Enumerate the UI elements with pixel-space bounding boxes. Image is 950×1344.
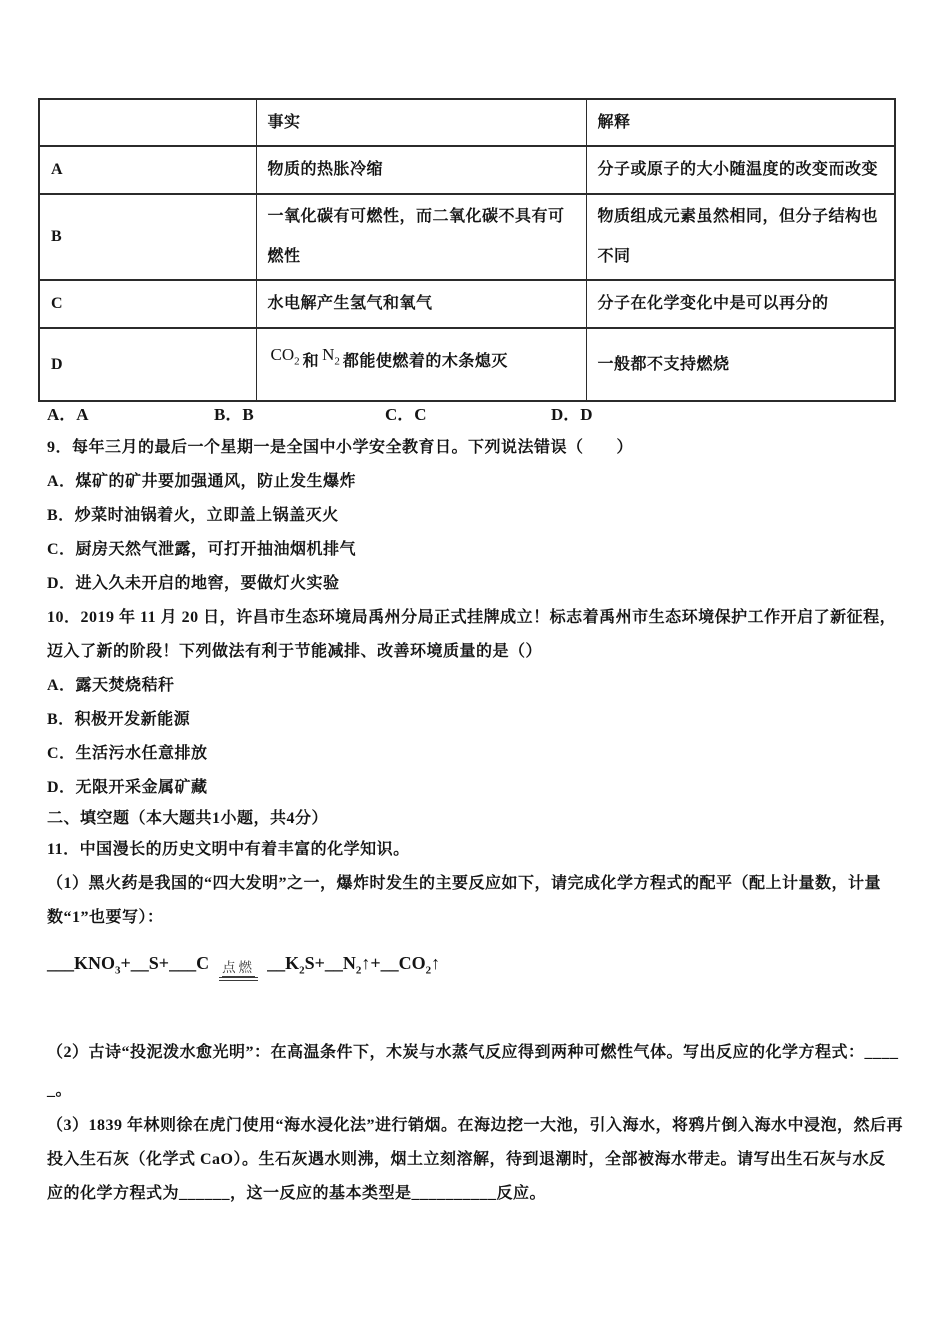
answer-option-c: C．C	[385, 405, 427, 424]
question11-part1-line2: 数“1”也要写）：	[47, 909, 164, 926]
explanation-cell-a: 分子或原子的大小随温度的改变而改变	[586, 146, 895, 194]
question11-intro: 11．中国漫长的历史文明中有着丰富的化学知识。	[47, 841, 410, 858]
row-label-a: A	[39, 146, 256, 194]
question11-part3-line2: 投入生石灰（化学式 CaO）。生石灰遇水则沸，烟土立刻溶解，待到退潮时，全部被海水带走。请写出生石灰与水反	[47, 1151, 886, 1168]
question9-option-d: D．进入久未开启的地窖，要做灯火实验	[47, 575, 340, 592]
fact-cell-b: 一氧化碳有可燃性，而二氧化碳不具有可燃性	[256, 194, 586, 280]
fact-explanation-table	[38, 98, 896, 402]
question9-option-b: B．炒菜时油锅着火，立即盖上锅盖灭火	[47, 507, 339, 524]
chemical-equation	[47, 935, 905, 1033]
row-label-b: B	[39, 194, 256, 280]
explanation-cell-c: 分子在化学变化中是可以再分的	[586, 280, 895, 328]
header-explanation: 解释	[586, 99, 895, 146]
answer-options-row	[47, 402, 907, 428]
header-fact: 事实	[256, 99, 586, 146]
question11-part2-line2: _。	[47, 1082, 73, 1099]
table-row-c	[39, 280, 895, 328]
fact-cell-a: 物质的热胀冷缩	[256, 146, 586, 194]
n2-formula: $N_2$	[322, 345, 340, 368]
question10-title-line1: 10．2019 年 11 月 20 日，许昌市生态环境局禹州分局正式挂牌成立！标志着禹州市生态环境保护工作开启了新征程，	[47, 609, 897, 626]
question9-option-a: A．煤矿的矿井要加强通风，防止发生爆炸	[47, 473, 357, 490]
answer-option-d: D．D	[551, 405, 593, 424]
fact-d-mid-text: 和	[302, 353, 320, 371]
fact-d-rest-text: 都能使燃着的木条熄灭	[342, 353, 508, 371]
fact-cell-c: 水电解产生氢气和氧气	[256, 280, 586, 328]
ignite-condition	[219, 959, 258, 981]
equation-lhs: $\_\_\_KNO_3+\_\_S+\_\_\_C$	[47, 953, 210, 977]
question10-title-line2: 迈入了新的阶段！下列做法有利于节能减排、改善环境质量的是（）	[47, 643, 543, 660]
question9-option-c: C．厨房天然气泄露，可打开抽油烟机排气	[47, 541, 357, 558]
co2-formula: $CO_2$	[270, 345, 300, 368]
explanation-cell-b: 物质组成元素虽然相同，但分子结构也不同	[586, 194, 895, 280]
question11-part3-line3: 应的化学方程式为______，这一反应的基本类型是__________反应。	[47, 1185, 547, 1202]
table-row-d	[39, 328, 895, 401]
question10-option-d: D．无限开采金属矿藏	[47, 779, 208, 796]
answer-option-b: B．B	[214, 405, 254, 424]
table-row-b	[39, 194, 895, 280]
document-body	[47, 431, 905, 1211]
fact-cell-d	[256, 328, 586, 401]
question9-title: 9．每年三月的最后一个星期一是全国中小学安全教育日。下列说法错误（ ）	[47, 439, 634, 456]
question10-option-b: B．积极开发新能源	[47, 711, 191, 728]
section2-heading: 二、填空题（本大题共1小题，共4分）	[47, 810, 329, 827]
ignite-condition-label: 点燃	[222, 960, 256, 975]
header-empty-cell	[39, 99, 256, 146]
question10-option-c: C．生活污水任意排放	[47, 745, 208, 762]
question11-part2-line1: （2）古诗“投泥泼水愈光明”：在高温条件下，木炭与水蒸气反应得到两种可燃性气体。写出反应的化学方程式：____	[47, 1044, 899, 1061]
table-header-row	[39, 99, 895, 146]
table-row-a	[39, 146, 895, 194]
question10-option-a: A．露天焚烧秸秆	[47, 677, 175, 694]
explanation-cell-d: 一般都不支持燃烧	[586, 328, 895, 401]
row-label-d: D	[39, 328, 256, 401]
row-label-c: C	[39, 280, 256, 328]
answer-option-a: A．A	[47, 405, 89, 424]
question11-part1-line1: （1）黑火药是我国的“四大发明”之一，爆炸时发生的主要反应如下，请完成化学方程式的配平（配上计量数，计量	[47, 875, 882, 892]
question11-part3-line1: （3）1839 年林则徐在虎门使用“海水浸化法”进行销烟。在海边挖一大池，引入海水，将鸦片倒入海水中浸泡，然后再	[47, 1117, 904, 1134]
equation-rhs: $\_\_K_2S+\_\_N_2↑+\_\_CO_2↑$	[267, 953, 441, 977]
